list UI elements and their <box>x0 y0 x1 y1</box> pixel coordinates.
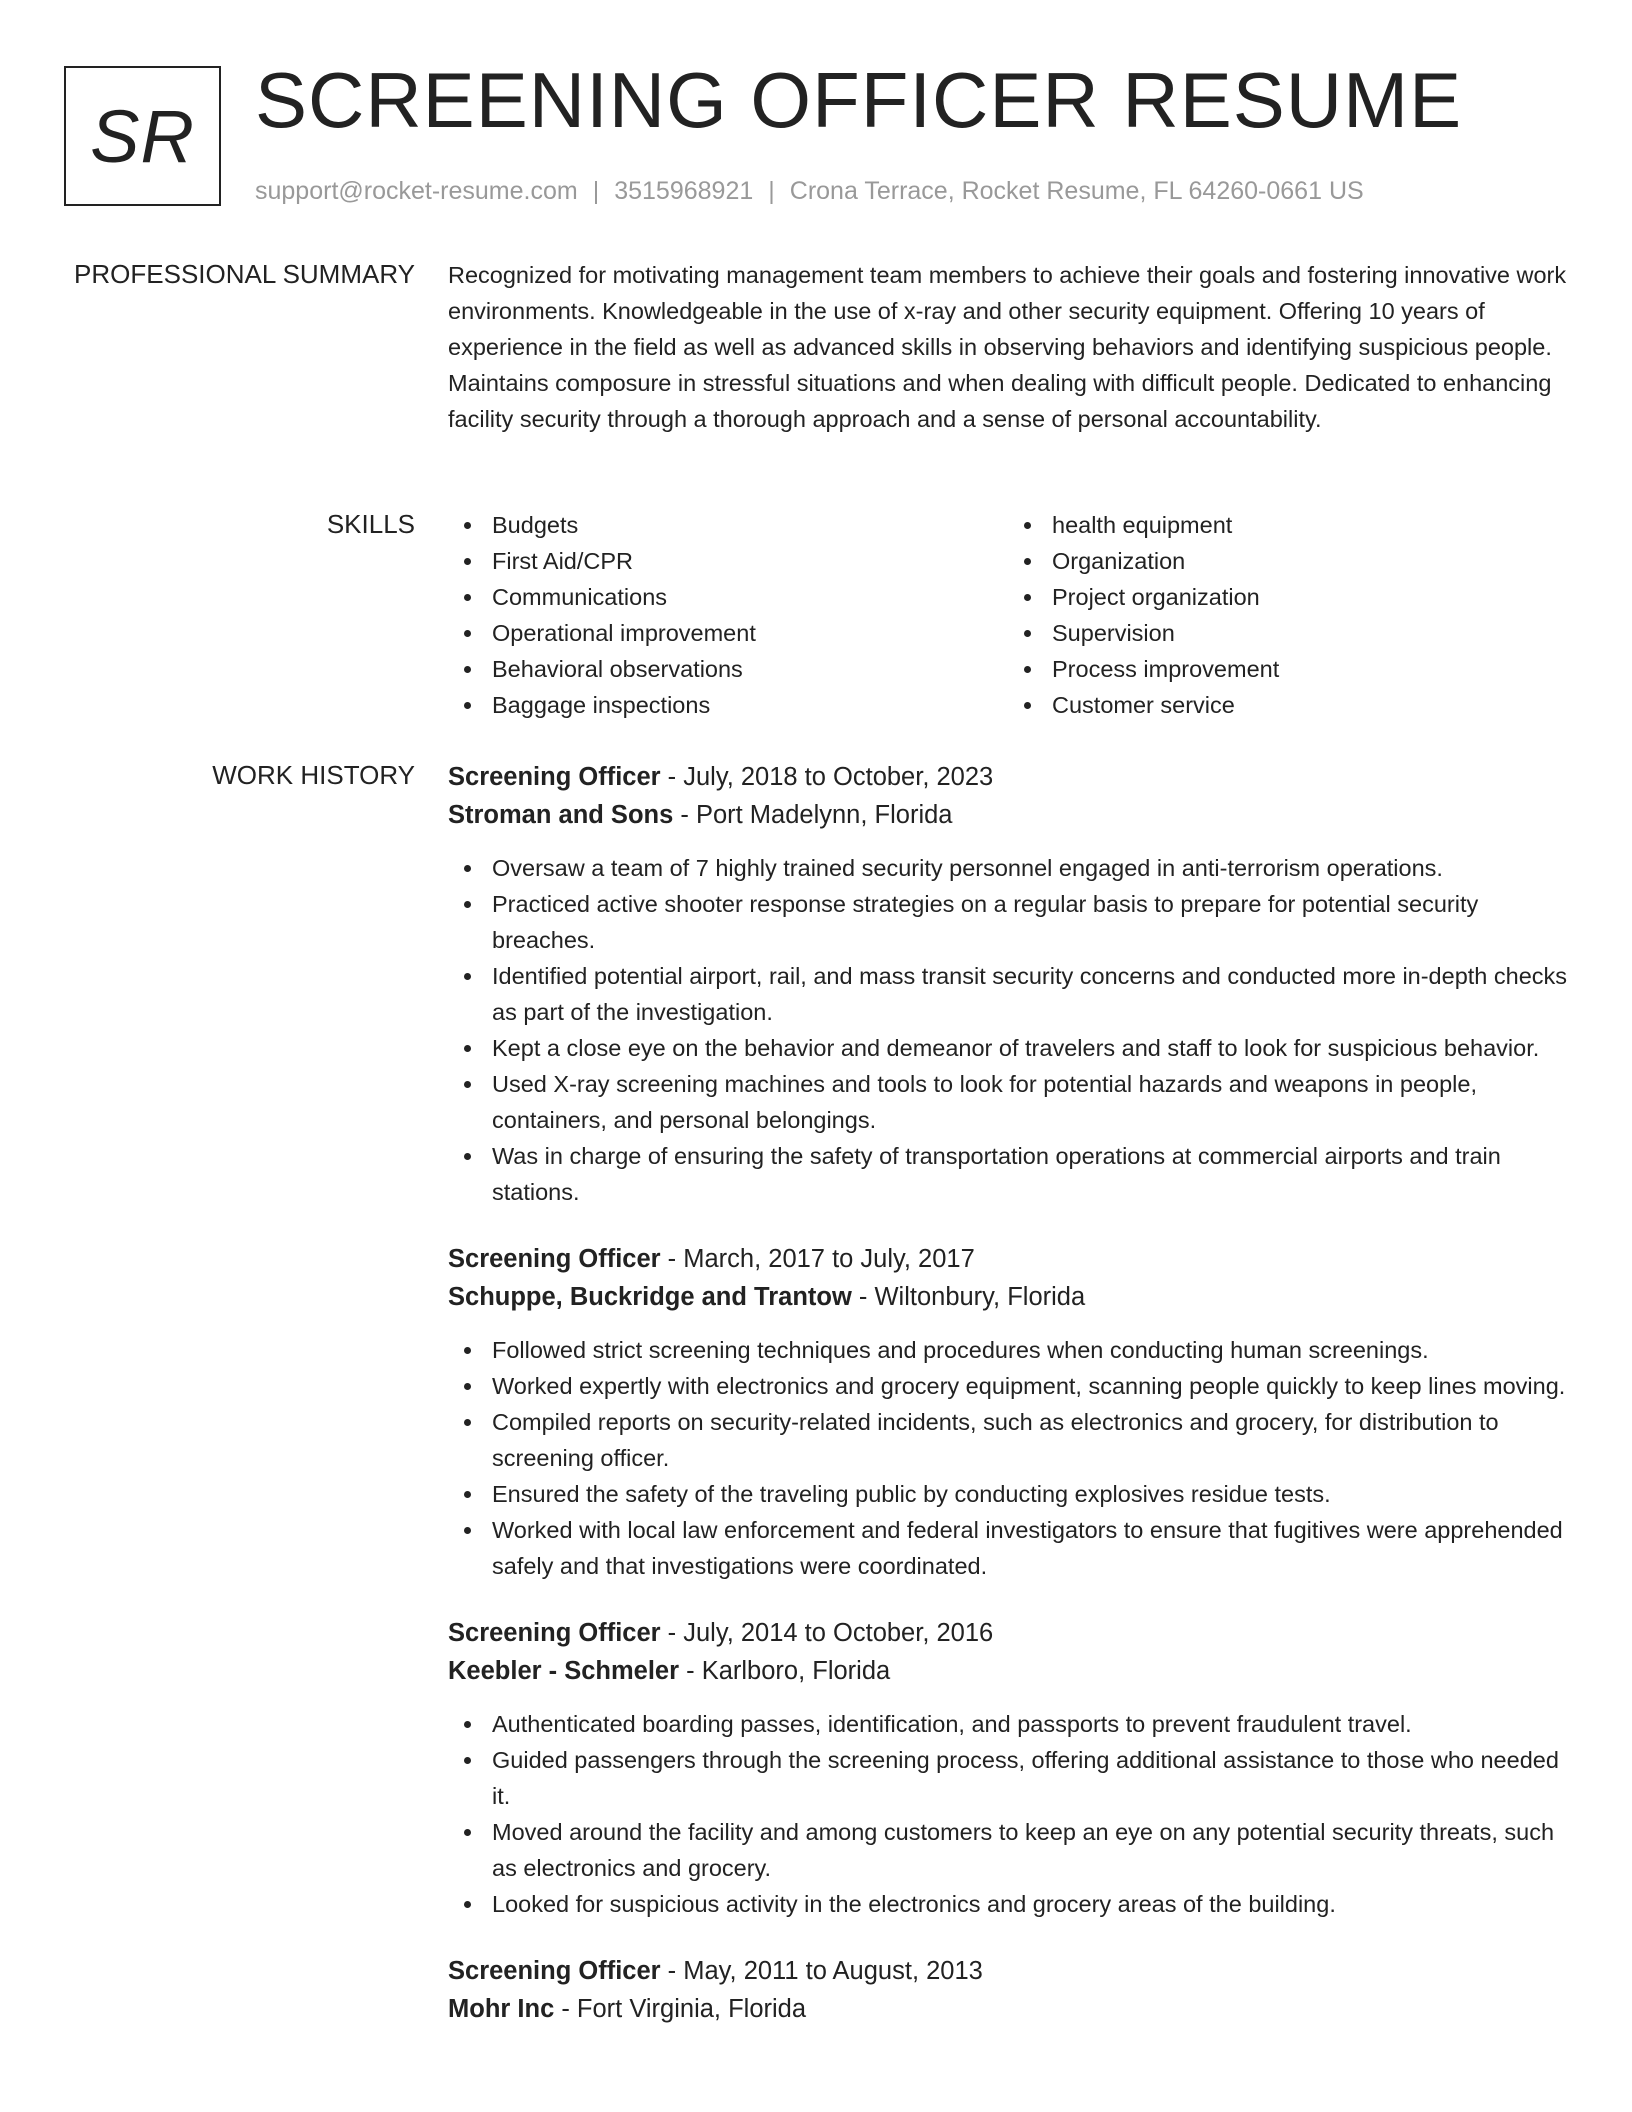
job-bullets <box>448 1332 1568 1584</box>
job-title: Screening Officer <box>448 763 661 791</box>
job-title-line <box>448 1240 1568 1278</box>
summary-heading: PROFESSIONAL SUMMARY <box>74 259 415 289</box>
skill-item: Budgets <box>492 507 1008 543</box>
job-entry <box>448 1614 1568 1922</box>
job-bullet: Worked with local law enforcement and federal investigators to ensure that fugitives were apprehended safely and that investigations were coordinated. <box>492 1512 1568 1584</box>
skill-item: Operational improvement <box>492 615 1008 651</box>
contact-email: support@rocket-resume.com <box>255 177 578 205</box>
job-bullet: Moved around the facility and among customers to keep an eye on any potential security threats, such as electronics and grocery. <box>492 1814 1568 1886</box>
job-bullet: Looked for suspicious activity in the electronics and grocery areas of the building. <box>492 1886 1568 1922</box>
skill-item: Baggage inspections <box>492 687 1008 723</box>
monogram-initials: SR <box>90 94 195 178</box>
job-title-line <box>448 1952 1568 1990</box>
job-location: - Fort Virginia, Florida <box>554 1995 807 2023</box>
job-entry <box>448 1952 1568 2028</box>
skills-body <box>448 507 1568 723</box>
job-company-line <box>448 1652 1568 1690</box>
skill-item: Customer service <box>1052 687 1568 723</box>
job-bullet: Identified potential airport, rail, and mass transit security concerns and conducted more in-depth checks as part of the investigation. <box>492 958 1568 1030</box>
skills-heading: SKILLS <box>326 509 415 539</box>
contact-phone: 3515968921 <box>614 177 754 205</box>
job-location: - Port Madelynn, Florida <box>673 801 953 829</box>
skill-item: First Aid/CPR <box>492 543 1008 579</box>
job-entry <box>448 758 1568 1210</box>
job-company-line <box>448 1278 1568 1316</box>
job-bullet: Worked expertly with electronics and grocery equipment, scanning people quickly to keep lines moving. <box>492 1368 1568 1404</box>
work-history-body <box>448 758 1568 2058</box>
resume-title: SCREENING OFFICER RESUME <box>255 56 1463 144</box>
job-bullet: Kept a close eye on the behavior and demeanor of travelers and staff to look for suspicious behavior. <box>492 1030 1568 1066</box>
work-history-heading: WORK HISTORY <box>212 760 415 790</box>
skill-item: Behavioral observations <box>492 651 1008 687</box>
job-entry <box>448 1240 1568 1584</box>
job-company: Schuppe, Buckridge and Trantow <box>448 1283 852 1311</box>
skill-item: Supervision <box>1052 615 1568 651</box>
job-company-line <box>448 1990 1568 2028</box>
job-bullet: Ensured the safety of the traveling public by conducting explosives residue tests. <box>492 1476 1568 1512</box>
job-dates: - July, 2014 to October, 2016 <box>660 1619 994 1647</box>
job-bullet: Followed strict screening techniques and procedures when conducting human screenings. <box>492 1332 1568 1368</box>
job-bullet: Compiled reports on security-related incidents, such as electronics and grocery, for distribution to screening officer. <box>492 1404 1568 1476</box>
skill-item: Organization <box>1052 543 1568 579</box>
job-title: Screening Officer <box>448 1619 661 1647</box>
skill-item: health equipment <box>1052 507 1568 543</box>
job-title: Screening Officer <box>448 1245 661 1273</box>
skills-grid <box>448 507 1568 723</box>
contact-line <box>255 174 1364 208</box>
job-bullet: Authenticated boarding passes, identification, and passports to prevent fraudulent travel. <box>492 1706 1568 1742</box>
job-dates: - March, 2017 to July, 2017 <box>660 1245 975 1273</box>
summary-body <box>448 257 1568 437</box>
contact-address: Crona Terrace, Rocket Resume, FL 64260-0661 US <box>789 177 1364 205</box>
job-title-line <box>448 1614 1568 1652</box>
job-bullet: Was in charge of ensuring the safety of transportation operations at commercial airports and train stations. <box>492 1138 1568 1210</box>
job-bullet: Oversaw a team of 7 highly trained security personnel engaged in anti-terrorism operations. <box>492 850 1568 886</box>
job-bullet: Guided passengers through the screening process, offering additional assistance to those who needed it. <box>492 1742 1568 1814</box>
job-company: Mohr Inc <box>448 1995 555 2023</box>
skill-item: Communications <box>492 579 1008 615</box>
job-dates: - July, 2018 to October, 2023 <box>660 763 994 791</box>
job-title-line <box>448 758 1568 796</box>
job-title: Screening Officer <box>448 1957 661 1985</box>
skills-column-left <box>448 507 1008 723</box>
contact-separator: | <box>768 177 775 205</box>
job-dates: - May, 2011 to August, 2013 <box>660 1957 983 1985</box>
skills-column-right <box>1008 507 1568 723</box>
monogram-logo <box>64 66 221 206</box>
job-location: - Wiltonbury, Florida <box>851 1283 1086 1311</box>
job-bullet: Used X-ray screening machines and tools to look for potential hazards and weapons in people, containers, and personal belongings. <box>492 1066 1568 1138</box>
job-company: Keebler - Schmeler <box>448 1657 680 1685</box>
job-location: - Karlboro, Florida <box>679 1657 891 1685</box>
job-bullet: Practiced active shooter response strategies on a regular basis to prepare for potential security breaches. <box>492 886 1568 958</box>
contact-separator: | <box>592 177 600 205</box>
job-company-line <box>448 796 1568 834</box>
job-bullets <box>448 1706 1568 1922</box>
job-bullets <box>448 850 1568 1210</box>
skill-item: Process improvement <box>1052 651 1568 687</box>
summary-text: Recognized for motivating management team members to achieve their goals and fostering innovative work environments. Knowledgeable in the use of x-ray and other security equipment. Offering 10 years of experience in the field as well as advanced skills in observing behaviors and identifying suspicious people. Maintains composure in stressful situations and when dealing with difficult people. Dedicated to enhancing facility security through a thorough approach and a sense of personal accountability. <box>448 262 1567 432</box>
job-company: Stroman and Sons <box>448 801 674 829</box>
skill-item: Project organization <box>1052 579 1568 615</box>
